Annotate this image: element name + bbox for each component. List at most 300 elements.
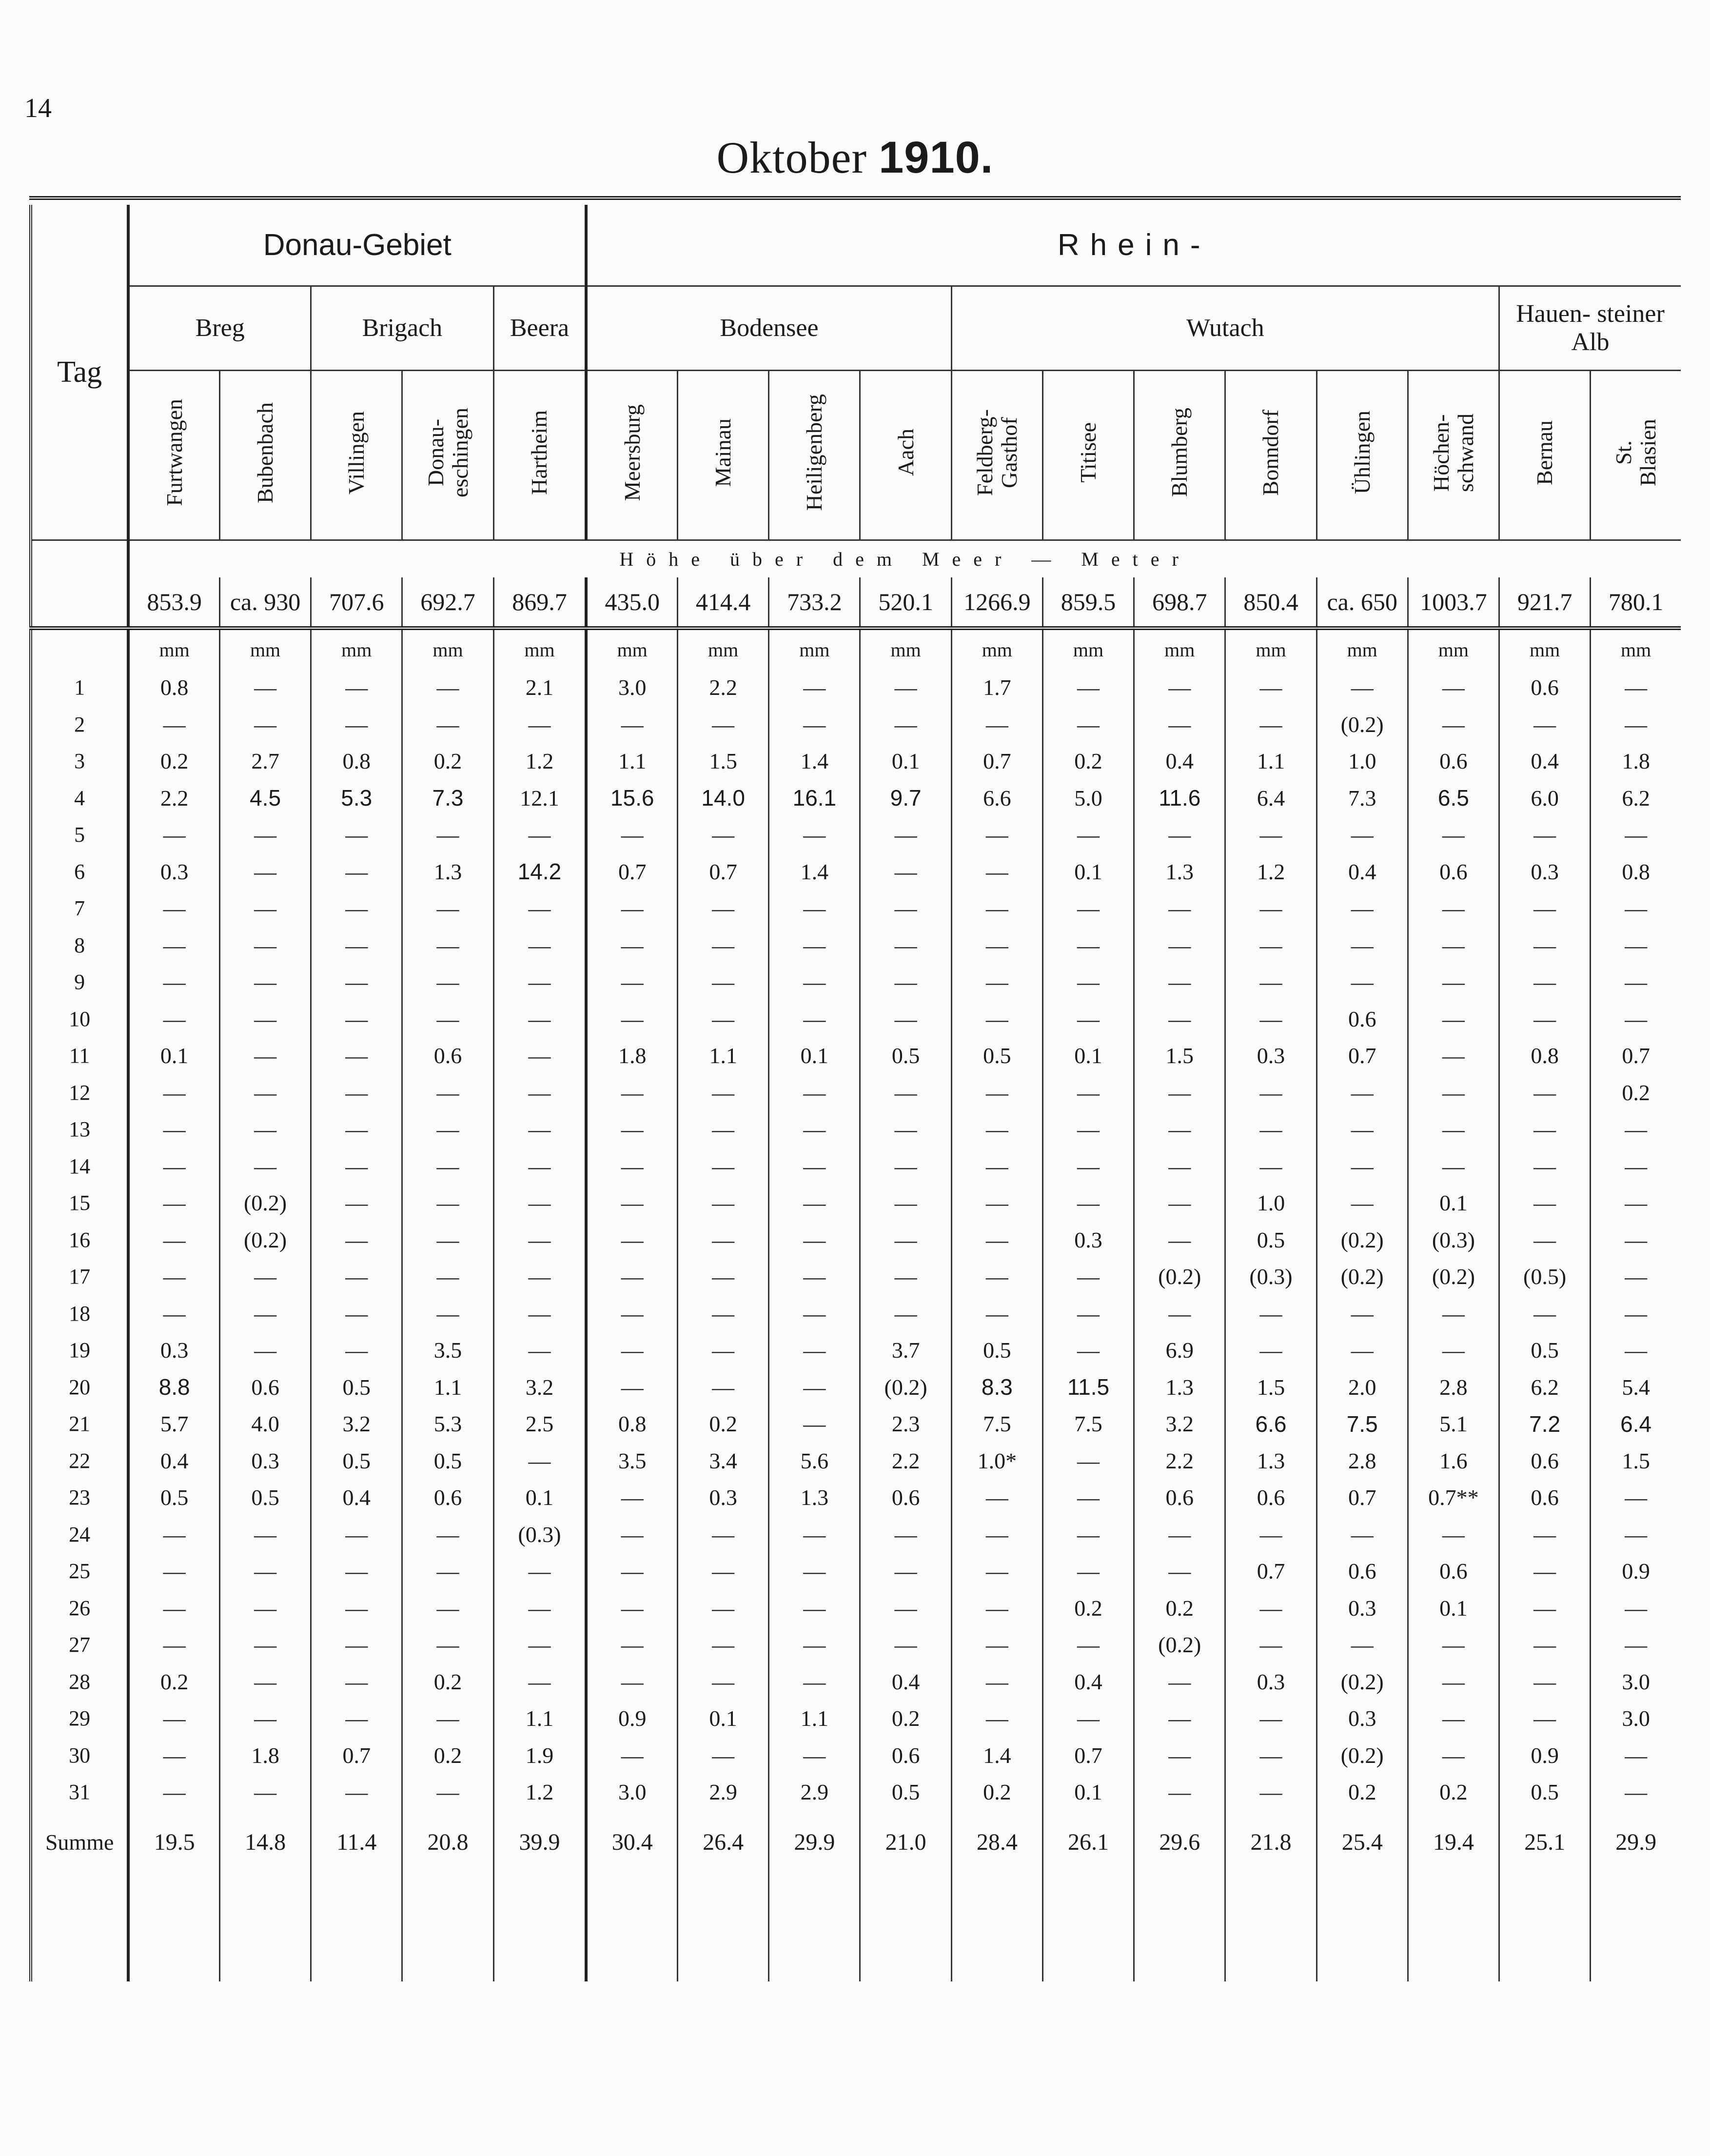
- precipitation-value: —: [1317, 964, 1408, 1001]
- day-number: 10: [31, 1001, 128, 1038]
- elevation-value: 850.4: [1225, 577, 1317, 628]
- precipitation-value: —: [1134, 1222, 1225, 1259]
- precipitation-value: 0.6: [219, 1369, 311, 1406]
- day-number: 17: [31, 1258, 128, 1295]
- precipitation-value: 0.1: [128, 1037, 219, 1074]
- precipitation-value: 0.6: [860, 1479, 951, 1516]
- table-tail: [860, 1874, 951, 1981]
- summe-value: 25.4: [1317, 1811, 1408, 1874]
- table-row: [31, 669, 1681, 706]
- precipitation-value: —: [586, 927, 677, 964]
- precipitation-value: 0.4: [860, 1663, 951, 1701]
- station-header: [1408, 371, 1499, 540]
- precipitation-value: —: [678, 964, 769, 1001]
- precipitation-value: —: [128, 1590, 219, 1627]
- unit-label: mm: [1408, 628, 1499, 669]
- precipitation-value: 0.1: [1042, 1774, 1134, 1811]
- precipitation-value: —: [1499, 890, 1591, 927]
- precipitation-value: —: [586, 1074, 677, 1111]
- station-name: Heiligenberg: [802, 394, 827, 511]
- precipitation-table: [29, 205, 1681, 1981]
- station-header: [493, 371, 586, 540]
- precipitation-value: —: [1499, 1148, 1591, 1185]
- precipitation-value: 0.1: [860, 743, 951, 780]
- precipitation-value: —: [769, 706, 860, 743]
- precipitation-value: 3.5: [402, 1332, 493, 1369]
- table-row: [31, 1111, 1681, 1148]
- precipitation-value: (0.2): [1408, 1258, 1499, 1295]
- precipitation-value: —: [678, 890, 769, 927]
- table-row: [31, 780, 1681, 817]
- precipitation-value: —: [586, 1369, 677, 1406]
- precipitation-value: 2.2: [678, 669, 769, 706]
- precipitation-value: —: [1134, 816, 1225, 853]
- table-row: [31, 1369, 1681, 1406]
- precipitation-value: —: [860, 1111, 951, 1148]
- precipitation-value: 1.4: [951, 1737, 1042, 1774]
- precipitation-value: 0.5: [128, 1479, 219, 1516]
- precipitation-value: —: [402, 1148, 493, 1185]
- precipitation-value: —: [860, 1185, 951, 1222]
- precipitation-value: 6.9: [1134, 1332, 1225, 1369]
- precipitation-value: —: [586, 1185, 677, 1222]
- precipitation-value: 0.2: [1408, 1774, 1499, 1811]
- table-tail: [1317, 1874, 1408, 1981]
- precipitation-value: —: [586, 964, 677, 1001]
- precipitation-value: —: [1499, 1700, 1591, 1737]
- precipitation-value: —: [311, 890, 402, 927]
- precipitation-value: 0.5: [311, 1369, 402, 1406]
- precipitation-value: —: [311, 1332, 402, 1369]
- table-tail: [1042, 1874, 1134, 1981]
- precipitation-value: —: [1317, 1626, 1408, 1663]
- precipitation-value: —: [586, 1516, 677, 1553]
- precipitation-value: —: [219, 853, 311, 890]
- precipitation-value: —: [219, 816, 311, 853]
- precipitation-value: —: [311, 1295, 402, 1332]
- table-tail: [769, 1874, 860, 1981]
- precipitation-value: 5.1: [1408, 1405, 1499, 1443]
- precipitation-value: —: [402, 1516, 493, 1553]
- precipitation-value: 6.0: [1499, 780, 1591, 817]
- unit-label: mm: [402, 628, 493, 669]
- elevation-value: 698.7: [1134, 577, 1225, 628]
- precipitation-value: 0.6: [860, 1737, 951, 1774]
- precipitation-value: —: [769, 1185, 860, 1222]
- precipitation-value: —: [1408, 1516, 1499, 1553]
- precipitation-value: —: [493, 1185, 586, 1222]
- table-row: [31, 1443, 1681, 1480]
- station-name: Meersburg: [619, 404, 645, 501]
- precipitation-value: —: [1042, 1111, 1134, 1148]
- river-header: Bodensee: [586, 286, 951, 371]
- precipitation-value: 3.7: [860, 1332, 951, 1369]
- precipitation-value: —: [1408, 1037, 1499, 1074]
- precipitation-value: —: [219, 669, 311, 706]
- precipitation-value: —: [769, 1332, 860, 1369]
- table-row: [31, 1774, 1681, 1811]
- table-tail: [402, 1874, 493, 1981]
- precipitation-value: 0.1: [493, 1479, 586, 1516]
- precipitation-value: 0.5: [860, 1774, 951, 1811]
- precipitation-value: 5.3: [402, 1405, 493, 1443]
- elevation-value: 435.0: [586, 577, 677, 628]
- precipitation-value: —: [586, 1590, 677, 1627]
- table-row: [31, 1074, 1681, 1111]
- precipitation-value: —: [402, 1074, 493, 1111]
- station-name: Furtwangen: [161, 399, 187, 506]
- elevation-value: 853.9: [128, 577, 219, 628]
- precipitation-value: —: [769, 1111, 860, 1148]
- precipitation-value: —: [586, 816, 677, 853]
- precipitation-value: 0.4: [311, 1479, 402, 1516]
- precipitation-value: —: [1134, 1148, 1225, 1185]
- precipitation-value: 0.7: [1317, 1479, 1408, 1516]
- precipitation-value: —: [769, 1590, 860, 1627]
- elevation-value: 921.7: [1499, 577, 1591, 628]
- day-number: 25: [31, 1553, 128, 1590]
- station-header: [1591, 371, 1681, 540]
- hoehe-label: Höhe über dem Meer — Meter: [128, 540, 1681, 578]
- precipitation-value: —: [860, 1258, 951, 1295]
- precipitation-value: —: [128, 964, 219, 1001]
- table-row: [31, 1295, 1681, 1332]
- precipitation-value: 0.2: [951, 1774, 1042, 1811]
- precipitation-value: 0.5: [1225, 1222, 1317, 1259]
- precipitation-value: —: [311, 1001, 402, 1038]
- precipitation-value: 0.9: [1499, 1737, 1591, 1774]
- precipitation-value: —: [1591, 1516, 1681, 1553]
- precipitation-value: —: [311, 1222, 402, 1259]
- precipitation-value: —: [1042, 1700, 1134, 1737]
- unit-spacer: [31, 628, 128, 669]
- precipitation-value: —: [219, 1626, 311, 1663]
- precipitation-value: —: [951, 816, 1042, 853]
- precipitation-value: 0.7: [1225, 1553, 1317, 1590]
- precipitation-value: —: [1591, 1185, 1681, 1222]
- precipitation-value: 6.6: [951, 780, 1042, 817]
- precipitation-value: 0.6: [1499, 669, 1591, 706]
- precipitation-value: —: [1042, 1148, 1134, 1185]
- precipitation-value: —: [128, 1295, 219, 1332]
- precipitation-value: —: [769, 1148, 860, 1185]
- precipitation-value: 0.3: [1499, 853, 1591, 890]
- precipitation-value: —: [1225, 964, 1317, 1001]
- precipitation-value: —: [586, 1737, 677, 1774]
- precipitation-value: —: [311, 1626, 402, 1663]
- title-year: 1910.: [879, 133, 994, 182]
- precipitation-value: —: [678, 1111, 769, 1148]
- day-number: 13: [31, 1111, 128, 1148]
- precipitation-value: —: [951, 1074, 1042, 1111]
- precipitation-value: —: [1408, 1295, 1499, 1332]
- table-row: [31, 1479, 1681, 1516]
- table-tail: [311, 1874, 402, 1981]
- precipitation-value: —: [678, 1553, 769, 1590]
- precipitation-value: —: [860, 1148, 951, 1185]
- elevation-value: 859.5: [1042, 577, 1134, 628]
- precipitation-value: —: [128, 1737, 219, 1774]
- precipitation-value: 6.2: [1499, 1369, 1591, 1406]
- elevation-value: ca. 930: [219, 577, 311, 628]
- precipitation-value: —: [860, 1590, 951, 1627]
- precipitation-value: —: [1134, 964, 1225, 1001]
- precipitation-value: —: [951, 1111, 1042, 1148]
- precipitation-value: —: [1591, 964, 1681, 1001]
- precipitation-value: 14.2: [493, 853, 586, 890]
- precipitation-value: 8.8: [128, 1369, 219, 1406]
- day-number: 21: [31, 1405, 128, 1443]
- precipitation-value: —: [1225, 1774, 1317, 1811]
- precipitation-value: 1.3: [402, 853, 493, 890]
- station-header: [219, 371, 311, 540]
- precipitation-value: —: [493, 1001, 586, 1038]
- river-header: Brigach: [311, 286, 493, 371]
- precipitation-value: —: [128, 1001, 219, 1038]
- day-number: 22: [31, 1443, 128, 1480]
- precipitation-value: —: [586, 1111, 677, 1148]
- table-row: [31, 1553, 1681, 1590]
- precipitation-value: —: [1408, 816, 1499, 853]
- precipitation-value: 8.3: [951, 1369, 1042, 1406]
- precipitation-value: 7.5: [1042, 1405, 1134, 1443]
- table-row: [31, 1590, 1681, 1627]
- day-number: 8: [31, 927, 128, 964]
- station-header: [1499, 371, 1591, 540]
- station-name: Hartheim: [527, 410, 552, 495]
- precipitation-value: —: [1042, 1553, 1134, 1590]
- precipitation-value: 1.6: [1408, 1443, 1499, 1480]
- station-name: Ühlingen: [1349, 411, 1375, 494]
- precipitation-value: —: [1499, 706, 1591, 743]
- precipitation-value: 1.2: [493, 1774, 586, 1811]
- table-row: [31, 927, 1681, 964]
- table-row: [31, 743, 1681, 780]
- precipitation-value: —: [128, 1774, 219, 1811]
- precipitation-value: —: [311, 964, 402, 1001]
- precipitation-value: —: [769, 1553, 860, 1590]
- precipitation-value: (0.2): [1317, 1258, 1408, 1295]
- precipitation-value: —: [1042, 1332, 1134, 1369]
- precipitation-value: 5.7: [128, 1405, 219, 1443]
- precipitation-value: —: [951, 1479, 1042, 1516]
- precipitation-value: 0.5: [951, 1037, 1042, 1074]
- precipitation-value: —: [1499, 1111, 1591, 1148]
- precipitation-value: —: [1134, 669, 1225, 706]
- precipitation-value: —: [311, 1258, 402, 1295]
- precipitation-value: 3.2: [1134, 1405, 1225, 1443]
- precipitation-value: —: [860, 853, 951, 890]
- elevation-value: 869.7: [493, 577, 586, 628]
- precipitation-value: 5.4: [1591, 1369, 1681, 1406]
- precipitation-value: —: [1408, 706, 1499, 743]
- table-tail: [493, 1874, 586, 1981]
- table-row: [31, 1626, 1681, 1663]
- precipitation-value: —: [219, 1111, 311, 1148]
- precipitation-value: —: [1317, 1148, 1408, 1185]
- precipitation-value: —: [769, 1222, 860, 1259]
- precipitation-value: —: [1134, 1700, 1225, 1737]
- precipitation-value: —: [493, 1074, 586, 1111]
- elevation-value: 520.1: [860, 577, 951, 628]
- unit-label: mm: [1499, 628, 1591, 669]
- precipitation-value: —: [860, 816, 951, 853]
- summe-value: 29.9: [1591, 1811, 1681, 1874]
- precipitation-value: 5.0: [1042, 780, 1134, 817]
- precipitation-value: 4.5: [219, 780, 311, 817]
- precipitation-value: —: [311, 1700, 402, 1737]
- precipitation-value: —: [678, 1663, 769, 1701]
- day-number: 29: [31, 1700, 128, 1737]
- precipitation-value: —: [128, 1148, 219, 1185]
- precipitation-value: 0.2: [128, 1663, 219, 1701]
- precipitation-value: —: [1134, 1185, 1225, 1222]
- day-number: 7: [31, 890, 128, 927]
- precipitation-value: —: [1225, 1332, 1317, 1369]
- precipitation-value: —: [493, 1663, 586, 1701]
- precipitation-value: —: [1225, 1148, 1317, 1185]
- precipitation-value: —: [219, 890, 311, 927]
- precipitation-value: —: [311, 1037, 402, 1074]
- precipitation-value: (0.2): [1317, 706, 1408, 743]
- precipitation-value: —: [586, 706, 677, 743]
- precipitation-value: 16.1: [769, 780, 860, 817]
- unit-label: mm: [586, 628, 677, 669]
- summe-value: 29.9: [769, 1811, 860, 1874]
- precipitation-value: —: [1591, 1258, 1681, 1295]
- day-number: 27: [31, 1626, 128, 1663]
- precipitation-value: —: [860, 964, 951, 1001]
- elevation-spacer: [31, 577, 128, 628]
- precipitation-value: —: [1134, 1111, 1225, 1148]
- precipitation-value: 1.9: [493, 1737, 586, 1774]
- precipitation-value: 0.7: [1591, 1037, 1681, 1074]
- precipitation-value: —: [678, 1737, 769, 1774]
- precipitation-value: —: [402, 1185, 493, 1222]
- table-tail: [586, 1874, 677, 1981]
- river-header: Wutach: [951, 286, 1499, 371]
- station-header: [128, 371, 219, 540]
- precipitation-value: 0.7: [1317, 1037, 1408, 1074]
- precipitation-value: —: [769, 1369, 860, 1406]
- station-header: [1134, 371, 1225, 540]
- summe-value: 11.4: [311, 1811, 402, 1874]
- table-row: [31, 1001, 1681, 1038]
- precipitation-value: —: [951, 1258, 1042, 1295]
- station-name: Villingen: [344, 411, 369, 494]
- precipitation-value: 11.6: [1134, 780, 1225, 817]
- precipitation-value: —: [860, 706, 951, 743]
- precipitation-value: —: [860, 1001, 951, 1038]
- precipitation-value: —: [678, 1369, 769, 1406]
- precipitation-value: 3.2: [311, 1405, 402, 1443]
- precipitation-value: —: [1499, 1185, 1591, 1222]
- precipitation-value: —: [219, 1332, 311, 1369]
- precipitation-value: 0.4: [1042, 1663, 1134, 1701]
- precipitation-value: —: [769, 964, 860, 1001]
- precipitation-value: —: [951, 1553, 1042, 1590]
- precipitation-value: —: [1042, 669, 1134, 706]
- precipitation-value: —: [1225, 669, 1317, 706]
- precipitation-value: 0.3: [1317, 1700, 1408, 1737]
- precipitation-value: —: [402, 1001, 493, 1038]
- precipitation-value: —: [586, 1001, 677, 1038]
- precipitation-value: 1.2: [1225, 853, 1317, 890]
- precipitation-value: 7.5: [951, 1405, 1042, 1443]
- precipitation-value: —: [1499, 1663, 1591, 1701]
- precipitation-value: —: [1042, 890, 1134, 927]
- precipitation-value: 1.5: [1591, 1443, 1681, 1480]
- river-header: Breg: [128, 286, 311, 371]
- precipitation-value: 1.7: [951, 669, 1042, 706]
- precipitation-value: —: [1317, 1295, 1408, 1332]
- summe-value: 28.4: [951, 1811, 1042, 1874]
- precipitation-value: —: [1225, 816, 1317, 853]
- precipitation-value: —: [769, 1626, 860, 1663]
- precipitation-value: —: [1591, 669, 1681, 706]
- station-name: Aach: [893, 429, 918, 476]
- river-header: Beera: [493, 286, 586, 371]
- day-number: 30: [31, 1737, 128, 1774]
- table-row: [31, 1222, 1681, 1259]
- precipitation-value: —: [128, 816, 219, 853]
- precipitation-value: —: [402, 1626, 493, 1663]
- table-tail: [128, 1874, 219, 1981]
- precipitation-value: —: [493, 964, 586, 1001]
- precipitation-value: 2.0: [1317, 1369, 1408, 1406]
- precipitation-value: —: [1225, 1626, 1317, 1663]
- precipitation-value: 0.2: [860, 1700, 951, 1737]
- station-header: [586, 371, 677, 540]
- precipitation-value: 0.3: [1042, 1222, 1134, 1259]
- table-row: [31, 1405, 1681, 1443]
- precipitation-value: 1.2: [493, 743, 586, 780]
- precipitation-value: 0.6: [1499, 1443, 1591, 1480]
- precipitation-value: 4.0: [219, 1405, 311, 1443]
- precipitation-value: 7.5: [1317, 1405, 1408, 1443]
- page-number: 14: [24, 93, 52, 123]
- precipitation-value: 1.8: [1591, 743, 1681, 780]
- precipitation-value: —: [402, 890, 493, 927]
- precipitation-value: (0.2): [1317, 1737, 1408, 1774]
- precipitation-value: —: [311, 706, 402, 743]
- precipitation-value: —: [860, 1222, 951, 1259]
- precipitation-value: —: [586, 1479, 677, 1516]
- precipitation-value: 1.1: [1225, 743, 1317, 780]
- precipitation-value: —: [1042, 964, 1134, 1001]
- day-number: 18: [31, 1295, 128, 1332]
- precipitation-value: 14.0: [678, 780, 769, 817]
- summe-row: [31, 1811, 1681, 1874]
- elevation-value: 733.2: [769, 577, 860, 628]
- station-header: [860, 371, 951, 540]
- precipitation-value: —: [769, 1001, 860, 1038]
- precipitation-value: —: [1591, 1222, 1681, 1259]
- precipitation-value: —: [311, 853, 402, 890]
- day-number: 14: [31, 1148, 128, 1185]
- precipitation-value: —: [493, 1037, 586, 1074]
- precipitation-value: 0.3: [128, 1332, 219, 1369]
- table-top-rule: [29, 196, 1681, 200]
- precipitation-value: 1.8: [219, 1737, 311, 1774]
- precipitation-value: —: [1591, 1774, 1681, 1811]
- precipitation-value: 0.8: [128, 669, 219, 706]
- precipitation-value: 0.8: [311, 743, 402, 780]
- precipitation-value: —: [1591, 1148, 1681, 1185]
- precipitation-value: 7.2: [1499, 1405, 1591, 1443]
- precipitation-value: (0.3): [493, 1516, 586, 1553]
- precipitation-value: —: [586, 1663, 677, 1701]
